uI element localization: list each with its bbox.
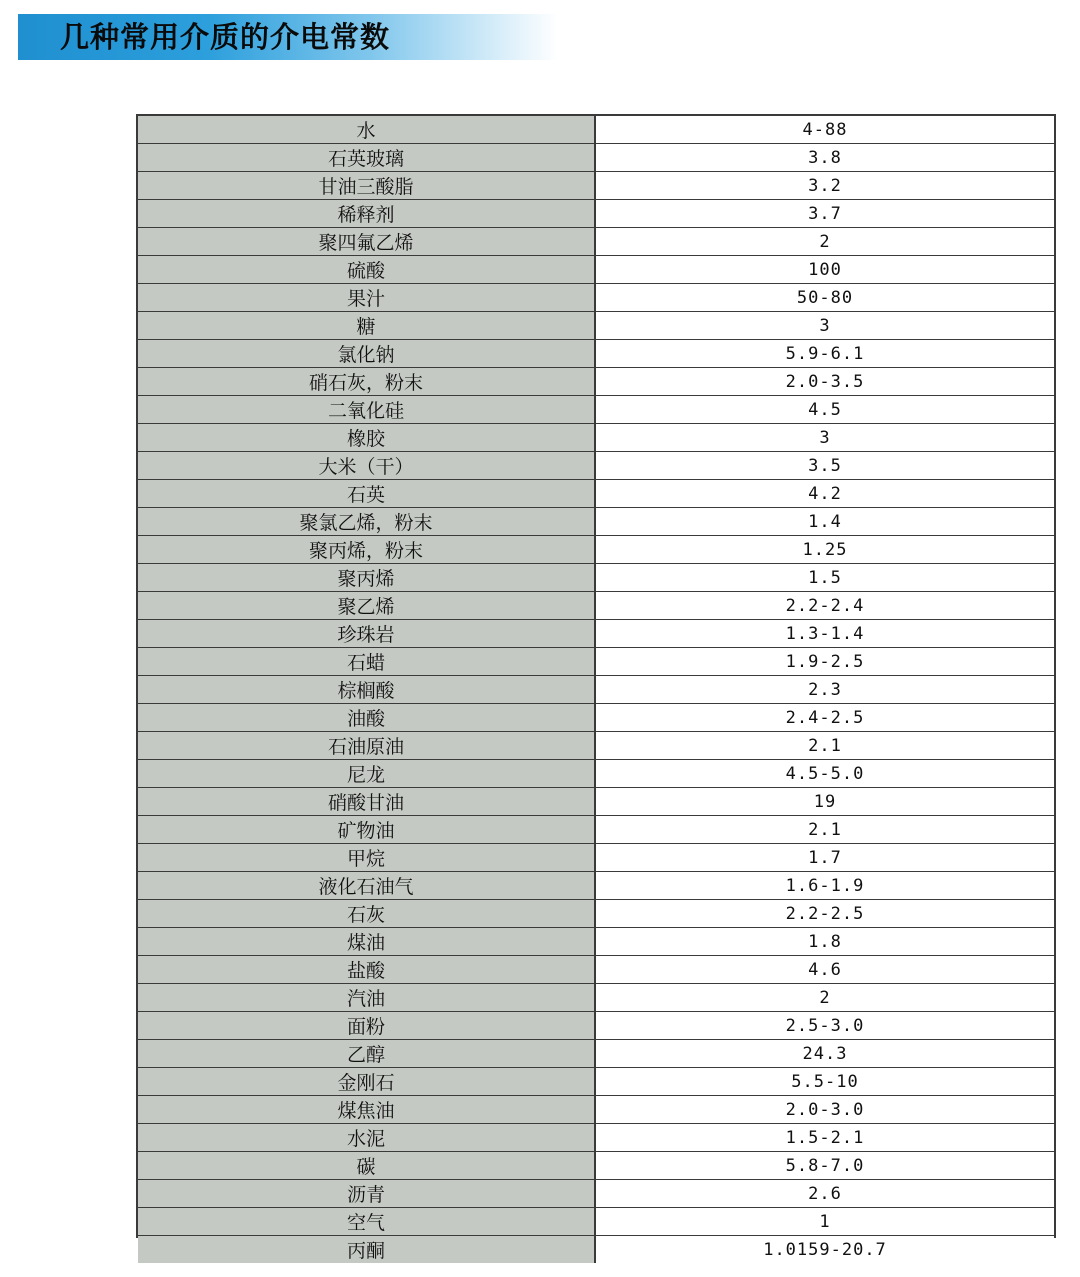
table-row [138,788,1054,816]
table-row [138,1040,1054,1068]
dielectric-value-cell: 2.6 [596,1180,1054,1207]
medium-name-cell: 石蜡 [138,648,596,675]
dielectric-value-cell: 1 [596,1208,1054,1235]
table-row [138,1068,1054,1096]
table-row [138,396,1054,424]
medium-name-cell: 硝酸甘油 [138,788,596,815]
table-row [138,900,1054,928]
dielectric-value-cell: 1.5 [596,564,1054,591]
medium-name-cell: 聚四氟乙烯 [138,228,596,255]
medium-name-cell: 橡胶 [138,424,596,451]
dielectric-value-cell: 5.5-10 [596,1068,1054,1095]
dielectric-value-cell: 1.3-1.4 [596,620,1054,647]
dielectric-value-cell: 3.8 [596,144,1054,171]
dielectric-value-cell: 1.4 [596,508,1054,535]
medium-name-cell: 氯化钠 [138,340,596,367]
table-row [138,172,1054,200]
medium-name-cell: 金刚石 [138,1068,596,1095]
medium-name-cell: 尼龙 [138,760,596,787]
dielectric-value-cell: 2.5-3.0 [596,1012,1054,1039]
medium-name-cell: 聚氯乙烯，粉末 [138,508,596,535]
dielectric-value-cell: 5.8-7.0 [596,1152,1054,1179]
dielectric-value-cell: 1.0159-20.7 [596,1236,1054,1263]
dielectric-value-cell: 2.2-2.5 [596,900,1054,927]
dielectric-value-cell: 4.5 [596,396,1054,423]
table-row [138,228,1054,256]
table-row [138,620,1054,648]
medium-name-cell: 煤焦油 [138,1096,596,1123]
table-row [138,928,1054,956]
medium-name-cell: 碳 [138,1152,596,1179]
medium-name-cell: 聚乙烯 [138,592,596,619]
table-row [138,648,1054,676]
medium-name-cell: 硝石灰，粉末 [138,368,596,395]
table-row [138,816,1054,844]
medium-name-cell: 石英 [138,480,596,507]
table-row [138,984,1054,1012]
table-row [138,284,1054,312]
dielectric-value-cell: 1.6-1.9 [596,872,1054,899]
table-row [138,424,1054,452]
table-row [138,1012,1054,1040]
medium-name-cell: 大米（干） [138,452,596,479]
dielectric-value-cell: 4.2 [596,480,1054,507]
dielectric-value-cell: 2 [596,984,1054,1011]
table-row [138,732,1054,760]
dielectric-value-cell: 1.7 [596,844,1054,871]
dielectric-value-cell: 3.5 [596,452,1054,479]
table-row [138,956,1054,984]
table-row [138,536,1054,564]
table-row [138,1152,1054,1180]
table-row [138,676,1054,704]
table-row [138,116,1054,144]
dielectric-value-cell: 4-88 [596,116,1054,143]
medium-name-cell: 甲烷 [138,844,596,871]
dielectric-value-cell: 2.0-3.5 [596,368,1054,395]
dielectric-value-cell: 2.1 [596,732,1054,759]
table-row [138,760,1054,788]
table-row [138,592,1054,620]
page-title: 几种常用介质的介电常数 [60,20,391,54]
medium-name-cell: 面粉 [138,1012,596,1039]
dielectric-value-cell: 2.2-2.4 [596,592,1054,619]
table-row [138,368,1054,396]
table-row [138,340,1054,368]
dielectric-value-cell: 19 [596,788,1054,815]
table-row [138,312,1054,340]
medium-name-cell: 液化石油气 [138,872,596,899]
table-row [138,1236,1054,1263]
medium-name-cell: 油酸 [138,704,596,731]
medium-name-cell: 盐酸 [138,956,596,983]
dielectric-value-cell: 2.1 [596,816,1054,843]
dielectric-value-cell: 4.6 [596,956,1054,983]
table-row [138,872,1054,900]
dielectric-value-cell: 1.5-2.1 [596,1124,1054,1151]
medium-name-cell: 空气 [138,1208,596,1235]
table-row [138,144,1054,172]
medium-name-cell: 沥青 [138,1180,596,1207]
medium-name-cell: 水泥 [138,1124,596,1151]
dielectric-value-cell: 50-80 [596,284,1054,311]
dielectric-value-cell: 1.25 [596,536,1054,563]
medium-name-cell: 甘油三酸脂 [138,172,596,199]
table-row [138,480,1054,508]
dielectric-value-cell: 24.3 [596,1040,1054,1067]
dielectric-value-cell: 1.9-2.5 [596,648,1054,675]
dielectric-value-cell: 4.5-5.0 [596,760,1054,787]
dielectric-constant-table [136,114,1056,1262]
medium-name-cell: 石英玻璃 [138,144,596,171]
table-row [138,508,1054,536]
table-row [138,200,1054,228]
table-row [138,1124,1054,1152]
table-row [138,704,1054,732]
table-row [138,1096,1054,1124]
dielectric-value-cell: 3.2 [596,172,1054,199]
dielectric-value-cell: 2.0-3.0 [596,1096,1054,1123]
dielectric-value-cell: 3 [596,424,1054,451]
dielectric-value-cell: 3.7 [596,200,1054,227]
table-row [138,452,1054,480]
dielectric-value-cell: 2 [596,228,1054,255]
medium-name-cell: 果汁 [138,284,596,311]
medium-name-cell: 二氧化硅 [138,396,596,423]
dielectric-value-cell: 3 [596,312,1054,339]
medium-name-cell: 棕榈酸 [138,676,596,703]
medium-name-cell: 汽油 [138,984,596,1011]
table-row [138,844,1054,872]
dielectric-value-cell: 100 [596,256,1054,283]
dielectric-value-cell: 5.9-6.1 [596,340,1054,367]
medium-name-cell: 珍珠岩 [138,620,596,647]
medium-name-cell: 煤油 [138,928,596,955]
dielectric-value-cell: 2.3 [596,676,1054,703]
table-row [138,1180,1054,1208]
medium-name-cell: 丙酮 [138,1236,596,1263]
table-row [138,256,1054,284]
medium-name-cell: 稀释剂 [138,200,596,227]
medium-name-cell: 水 [138,116,596,143]
medium-name-cell: 糖 [138,312,596,339]
medium-name-cell: 硫酸 [138,256,596,283]
table-row [138,1208,1054,1236]
medium-name-cell: 聚丙烯 [138,564,596,591]
dielectric-value-cell: 1.8 [596,928,1054,955]
medium-name-cell: 聚丙烯，粉末 [138,536,596,563]
medium-name-cell: 石油原油 [138,732,596,759]
medium-name-cell: 石灰 [138,900,596,927]
medium-name-cell: 乙醇 [138,1040,596,1067]
medium-name-cell: 矿物油 [138,816,596,843]
dielectric-value-cell: 2.4-2.5 [596,704,1054,731]
table-row [138,564,1054,592]
